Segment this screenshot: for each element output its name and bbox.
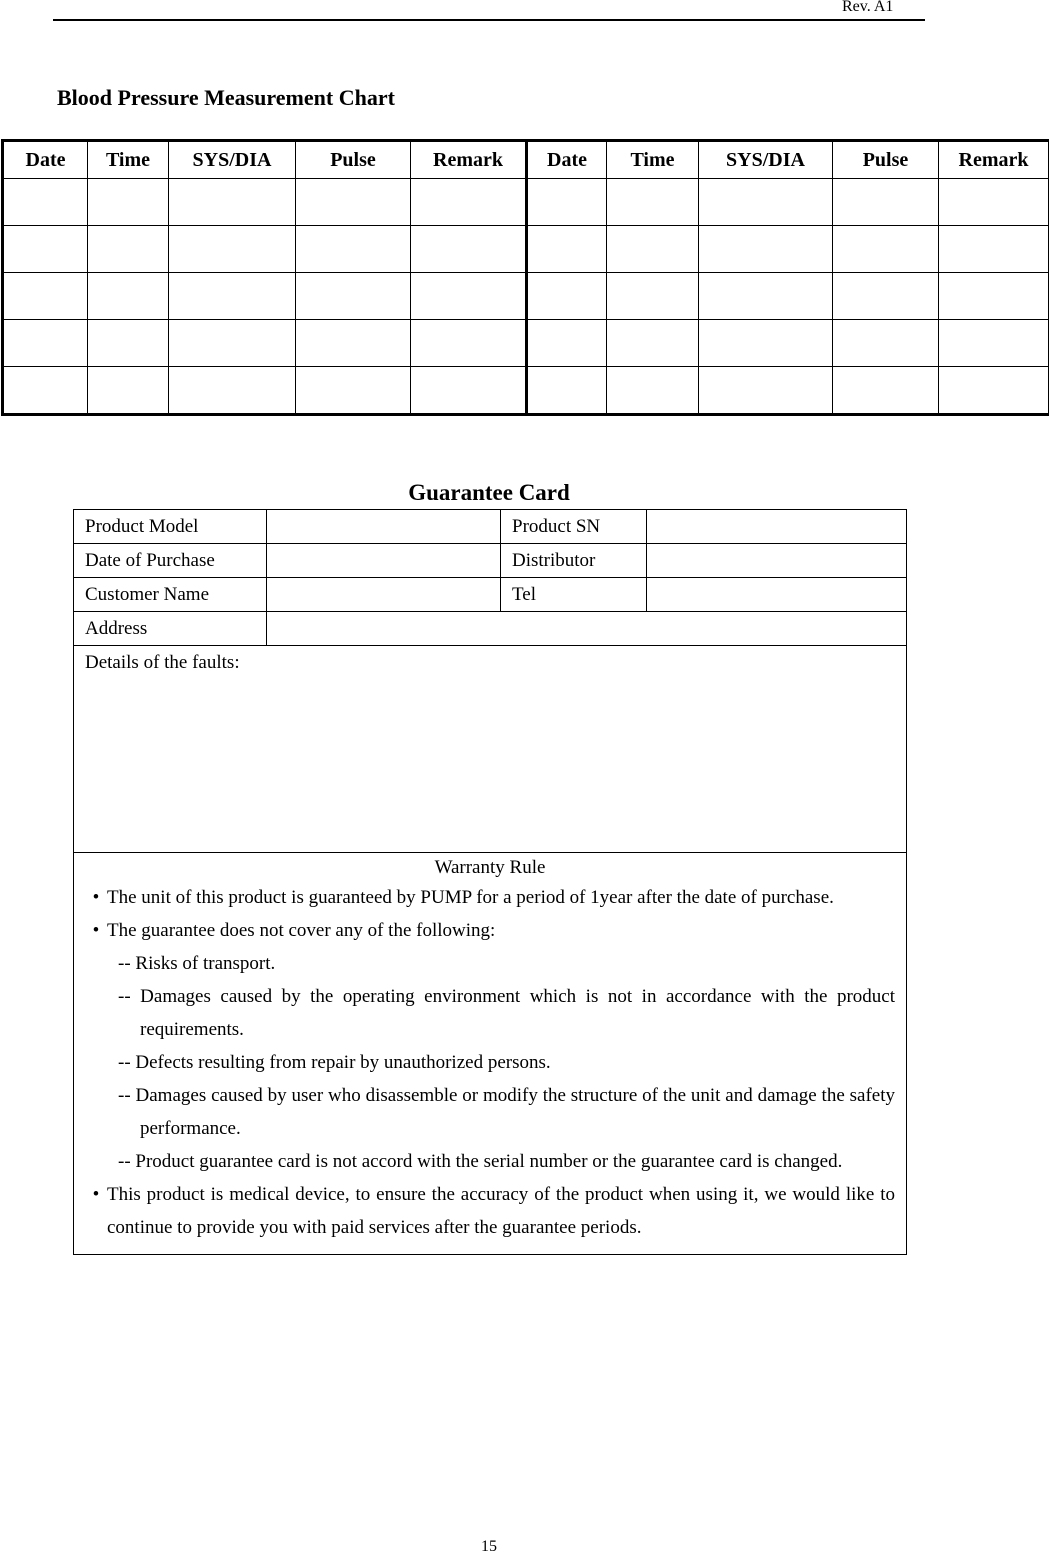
table-row bbox=[3, 273, 1049, 320]
cell-pulse[interactable] bbox=[833, 367, 939, 415]
cell-pulse[interactable] bbox=[296, 179, 411, 226]
gc-row-address bbox=[74, 612, 907, 646]
warranty-item: • The guarantee does not cover any of the following: bbox=[85, 914, 895, 947]
distributor-label: Distributor bbox=[501, 544, 647, 578]
cell-remark[interactable] bbox=[939, 320, 1049, 367]
cell-date[interactable] bbox=[527, 320, 607, 367]
bp-chart-title: Blood Pressure Measurement Chart bbox=[57, 85, 395, 111]
address-field[interactable] bbox=[267, 612, 907, 646]
table-row bbox=[3, 179, 1049, 226]
gc-row-details bbox=[74, 646, 907, 853]
tel-label: Tel bbox=[501, 578, 647, 612]
cell-remark[interactable] bbox=[411, 273, 527, 320]
warranty-rule-section bbox=[74, 853, 907, 1255]
distributor-field[interactable] bbox=[647, 544, 907, 578]
cell-date[interactable] bbox=[527, 226, 607, 273]
cell-time[interactable] bbox=[607, 320, 699, 367]
product-model-label: Product Model bbox=[74, 510, 267, 544]
customer-name-field[interactable] bbox=[267, 578, 501, 612]
cell-remark[interactable] bbox=[411, 320, 527, 367]
cell-time[interactable] bbox=[88, 226, 169, 273]
cell-time[interactable] bbox=[607, 273, 699, 320]
product-sn-field[interactable] bbox=[647, 510, 907, 544]
cell-time[interactable] bbox=[88, 367, 169, 415]
cell-sys-dia[interactable] bbox=[169, 320, 296, 367]
gc-row-purchase bbox=[74, 544, 907, 578]
cell-remark[interactable] bbox=[939, 273, 1049, 320]
fault-details-label: Details of the faults: bbox=[85, 652, 240, 673]
cell-pulse[interactable] bbox=[833, 226, 939, 273]
tel-field[interactable] bbox=[647, 578, 907, 612]
col-header-date-2: Date bbox=[527, 141, 607, 179]
address-label: Address bbox=[74, 612, 267, 646]
cell-time[interactable] bbox=[88, 273, 169, 320]
exclusion-item: -- Defects resulting from repair by unauthorized persons. bbox=[85, 1046, 895, 1079]
page-number: 15 bbox=[0, 1538, 978, 1556]
warranty-rule-heading: Warranty Rule bbox=[85, 855, 895, 881]
cell-pulse[interactable] bbox=[833, 273, 939, 320]
cell-remark[interactable] bbox=[411, 179, 527, 226]
cell-sys-dia[interactable] bbox=[699, 273, 833, 320]
date-of-purchase-label: Date of Purchase bbox=[74, 544, 267, 578]
guarantee-card-table bbox=[73, 509, 907, 1255]
cell-date[interactable] bbox=[3, 367, 88, 415]
cell-date[interactable] bbox=[3, 179, 88, 226]
cell-date[interactable] bbox=[3, 320, 88, 367]
cell-time[interactable] bbox=[607, 179, 699, 226]
bp-measurement-table bbox=[1, 139, 1049, 416]
exclusion-item: -- Product guarantee card is not accord with the serial number or the guarantee card is changed. bbox=[85, 1145, 895, 1178]
date-of-purchase-field[interactable] bbox=[267, 544, 501, 578]
exclusion-item: -- Damages caused by user who disassemble or modify the structure of the unit and damage the safety performance. bbox=[85, 1079, 895, 1145]
cell-sys-dia[interactable] bbox=[169, 179, 296, 226]
gc-row-model bbox=[74, 510, 907, 544]
cell-remark[interactable] bbox=[939, 179, 1049, 226]
bullet-icon: • bbox=[85, 1178, 107, 1211]
exclusion-item: -- Risks of transport. bbox=[85, 947, 895, 980]
cell-pulse[interactable] bbox=[833, 320, 939, 367]
cell-pulse[interactable] bbox=[296, 273, 411, 320]
col-header-pulse: Pulse bbox=[296, 141, 411, 179]
gc-row-customer bbox=[74, 578, 907, 612]
cell-pulse[interactable] bbox=[296, 320, 411, 367]
header-rule bbox=[53, 19, 925, 21]
warranty-item: • This product is medical device, to ensure the accuracy of the product when using it, we would like to continue to provide you with paid services after the guarantee periods. bbox=[85, 1178, 895, 1244]
table-row bbox=[3, 226, 1049, 273]
cell-date[interactable] bbox=[527, 273, 607, 320]
cell-remark[interactable] bbox=[411, 226, 527, 273]
col-header-time: Time bbox=[88, 141, 169, 179]
revision-label: Rev. A1 bbox=[842, 0, 893, 16]
cell-pulse[interactable] bbox=[296, 367, 411, 415]
product-sn-label: Product SN bbox=[501, 510, 647, 544]
cell-sys-dia[interactable] bbox=[169, 273, 296, 320]
bullet-icon: • bbox=[85, 914, 107, 947]
cell-pulse[interactable] bbox=[296, 226, 411, 273]
cell-date[interactable] bbox=[3, 226, 88, 273]
col-header-sys-dia-2: SYS/DIA bbox=[699, 141, 833, 179]
col-header-pulse-2: Pulse bbox=[833, 141, 939, 179]
col-header-sys-dia: SYS/DIA bbox=[169, 141, 296, 179]
cell-time[interactable] bbox=[88, 320, 169, 367]
cell-sys-dia[interactable] bbox=[699, 226, 833, 273]
guarantee-card-title: Guarantee Card bbox=[0, 480, 978, 506]
customer-name-label: Customer Name bbox=[74, 578, 267, 612]
col-header-remark-2: Remark bbox=[939, 141, 1049, 179]
cell-date[interactable] bbox=[3, 273, 88, 320]
cell-remark[interactable] bbox=[411, 367, 527, 415]
bp-header-row bbox=[3, 141, 1049, 179]
table-row bbox=[3, 320, 1049, 367]
cell-remark[interactable] bbox=[939, 226, 1049, 273]
col-header-remark: Remark bbox=[411, 141, 527, 179]
warranty-item: • The unit of this product is guaranteed by PUMP for a period of 1year after the date of purchase. bbox=[85, 881, 895, 914]
gc-row-warranty bbox=[74, 853, 907, 1255]
cell-sys-dia[interactable] bbox=[699, 367, 833, 415]
product-model-field[interactable] bbox=[267, 510, 501, 544]
cell-sys-dia[interactable] bbox=[169, 367, 296, 415]
col-header-date: Date bbox=[3, 141, 88, 179]
col-header-time-2: Time bbox=[607, 141, 699, 179]
cell-time[interactable] bbox=[607, 226, 699, 273]
cell-sys-dia[interactable] bbox=[169, 226, 296, 273]
cell-sys-dia[interactable] bbox=[699, 179, 833, 226]
cell-time[interactable] bbox=[607, 367, 699, 415]
exclusion-item: -- Damages caused by the operating environment which is not in accordance with the product requirements. bbox=[85, 980, 895, 1046]
cell-time[interactable] bbox=[88, 179, 169, 226]
fault-details-field[interactable] bbox=[74, 646, 907, 853]
bullet-icon: • bbox=[85, 881, 107, 914]
cell-date[interactable] bbox=[527, 367, 607, 415]
cell-pulse[interactable] bbox=[833, 179, 939, 226]
cell-remark[interactable] bbox=[939, 367, 1049, 415]
cell-date[interactable] bbox=[527, 179, 607, 226]
table-row bbox=[3, 367, 1049, 415]
cell-sys-dia[interactable] bbox=[699, 320, 833, 367]
